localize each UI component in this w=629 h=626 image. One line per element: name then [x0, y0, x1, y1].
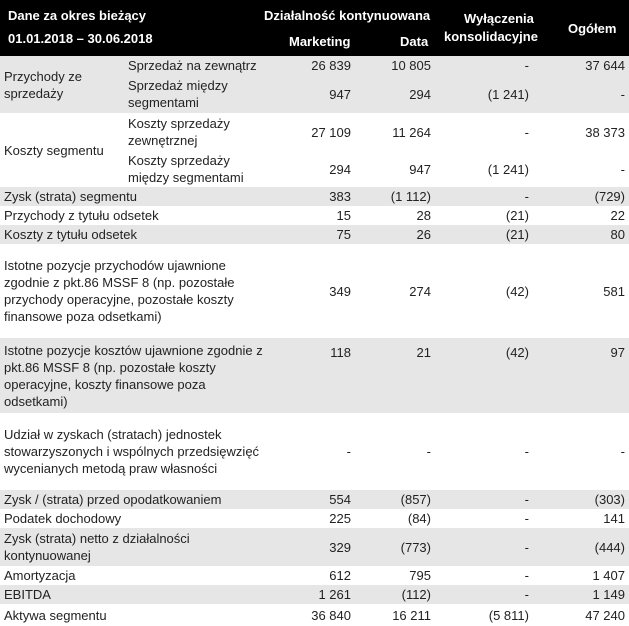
cell-total: 97 [533, 338, 629, 413]
continuing-ops-header: Działalność kontynuowana [264, 8, 431, 23]
row-label: Sprzedaż między segmentami [120, 75, 275, 113]
row-label: Koszty z tytułu odsetek [0, 225, 275, 244]
cell-data: (112) [355, 585, 435, 604]
cell-total: - [533, 75, 629, 113]
cell-marketing: 383 [275, 187, 355, 206]
cell-eliminations: (21) [435, 206, 533, 225]
row-label: EBITDA [0, 585, 275, 604]
cell-data: 16 211 [355, 604, 435, 626]
cell-eliminations: (42) [435, 338, 533, 413]
eliminations-header-line2: konsolidacyjne [444, 29, 538, 44]
cell-total: - [533, 413, 629, 490]
cell-total: 581 [533, 244, 629, 338]
cell-marketing: 1 261 [275, 585, 355, 604]
data-table [0, 56, 629, 623]
cell-eliminations: - [435, 566, 533, 585]
cell-eliminations: (42) [435, 244, 533, 338]
cell-total: 1 407 [533, 566, 629, 585]
cell-total: 80 [533, 225, 629, 244]
row-label: Istotne pozycje przychodów ujawnione zgodnie z pkt.86 MSSF 8 (np. pozostałe przychody operacyjne, pozostałe koszty finansowe poza odsetkami) [0, 244, 275, 338]
cell-marketing: 27 109 [275, 113, 355, 151]
cell-eliminations: (5 811) [435, 604, 533, 626]
cell-eliminations: (1 241) [435, 75, 533, 113]
total-column-header: Ogółem [568, 21, 617, 36]
marketing-column-header: Marketing [289, 34, 351, 49]
cell-eliminations: - [435, 585, 533, 604]
cell-total: 22 [533, 206, 629, 225]
row-label: Sprzedaż na zewnątrz [120, 56, 275, 75]
cell-total: 38 373 [533, 113, 629, 151]
cell-eliminations: - [435, 490, 533, 509]
cell-marketing: 612 [275, 566, 355, 585]
cell-eliminations: - [435, 113, 533, 151]
cell-data: (857) [355, 490, 435, 509]
cell-data: (84) [355, 509, 435, 528]
row-label: Zysk / (strata) przed opodatkowaniem [0, 490, 275, 509]
row-label: Podatek dochodowy [0, 509, 275, 528]
cell-total: 37 644 [533, 56, 629, 75]
cell-data: 28 [355, 206, 435, 225]
cell-total: (444) [533, 528, 629, 566]
period-dates: 01.01.2018 – 30.06.2018 [8, 31, 153, 46]
row-label: Koszty sprzedaży zewnętrznej [120, 113, 275, 151]
cell-total: (303) [533, 490, 629, 509]
row-label: Koszty sprzedaży między segmentami [120, 151, 275, 187]
cell-total: 1 149 [533, 585, 629, 604]
cell-marketing: 947 [275, 75, 355, 113]
cell-eliminations: - [435, 509, 533, 528]
row-label: Zysk (strata) segmentu [0, 187, 275, 206]
cell-marketing: 329 [275, 528, 355, 566]
cell-marketing: 225 [275, 509, 355, 528]
row-label: Udział w zyskach (stratach) jednostek stowarzyszonych i wspólnych przedsięwzięć wycenianych metodą praw własności [0, 413, 275, 490]
cell-data: 26 [355, 225, 435, 244]
cell-marketing: - [275, 413, 355, 490]
cell-data: 947 [355, 151, 435, 187]
cell-data: 11 264 [355, 113, 435, 151]
cell-marketing: 36 840 [275, 604, 355, 626]
cell-total: - [533, 151, 629, 187]
cell-marketing: 26 839 [275, 56, 355, 75]
data-column-header: Data [400, 34, 429, 49]
cell-marketing: 15 [275, 206, 355, 225]
cell-eliminations: - [435, 56, 533, 75]
cell-total: 47 240 [533, 604, 629, 626]
cell-data: 274 [355, 244, 435, 338]
eliminations-header-line1: Wyłączenia [464, 11, 534, 26]
row-label: Istotne pozycje kosztów ujawnione zgodnie z pkt.86 MSSF 8 (np. pozostałe koszty operacyjne, koszty finansowe poza odsetkami) [0, 338, 275, 413]
cell-eliminations: - [435, 413, 533, 490]
cell-data: - [355, 413, 435, 490]
cell-data: 21 [355, 338, 435, 413]
cell-eliminations: - [435, 187, 533, 206]
cell-marketing: 294 [275, 151, 355, 187]
cell-eliminations: (21) [435, 225, 533, 244]
row-label: Przychody z tytułu odsetek [0, 206, 275, 225]
period-label: Dane za okres bieżący [8, 8, 147, 23]
cell-marketing: 118 [275, 338, 355, 413]
cell-data: (1 112) [355, 187, 435, 206]
cell-data: (773) [355, 528, 435, 566]
group-label-costs: Koszty segmentu [0, 113, 120, 187]
row-label: Zysk (strata) netto z działalności kontynuowanej [0, 528, 275, 566]
row-label: Aktywa segmentu [0, 604, 275, 626]
cell-data: 10 805 [355, 56, 435, 75]
cell-total: 141 [533, 509, 629, 528]
cell-marketing: 75 [275, 225, 355, 244]
cell-data: 294 [355, 75, 435, 113]
cell-data: 795 [355, 566, 435, 585]
cell-marketing: 554 [275, 490, 355, 509]
table-header [0, 0, 629, 56]
row-label: Amortyzacja [0, 566, 275, 585]
cell-eliminations: (1 241) [435, 151, 533, 187]
cell-total: (729) [533, 187, 629, 206]
group-label-revenue: Przychody ze sprzedaży [0, 56, 120, 113]
cell-marketing: 349 [275, 244, 355, 338]
cell-eliminations: - [435, 528, 533, 566]
